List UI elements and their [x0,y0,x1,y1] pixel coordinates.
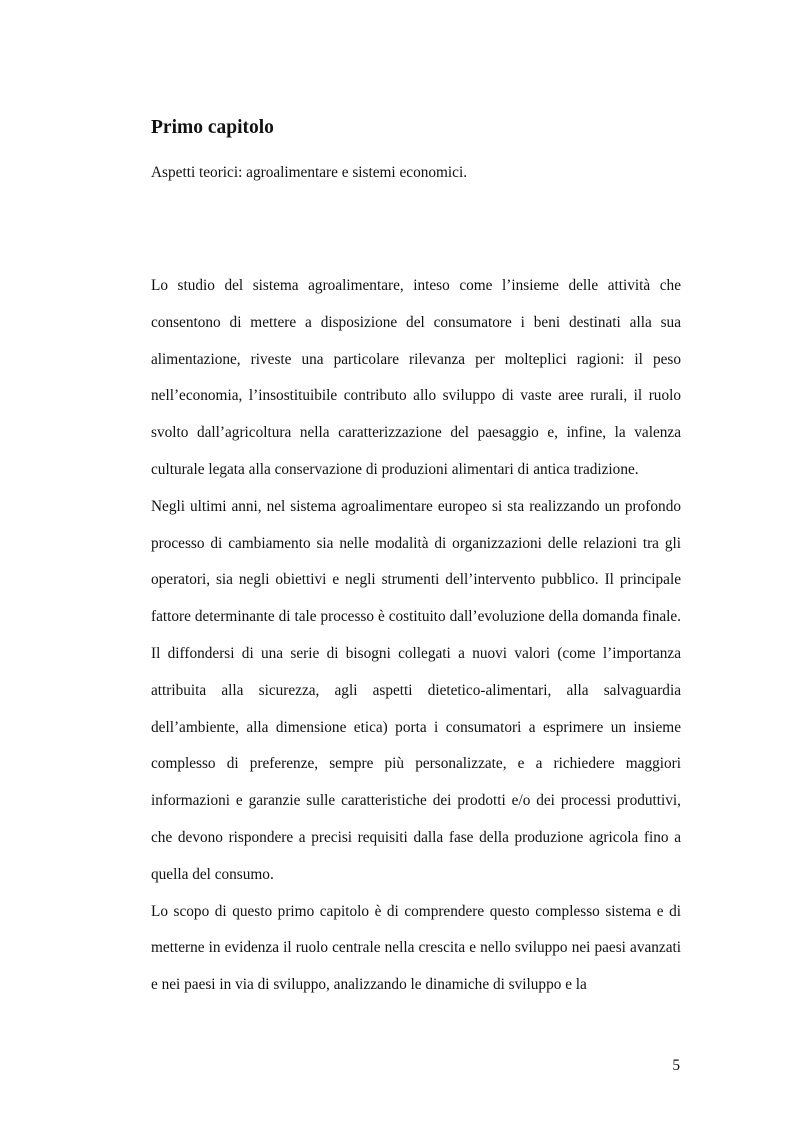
paragraph-1: Lo studio del sistema agroalimentare, inteso come l’insieme delle attività che consentono di mettere a disposizione del consumatore i beni destinati alla sua alimentazione, riveste una particolare rilevanza per molteplici ragioni: il peso nell’economia, l’insostituibile contributo allo sviluppo di vaste aree rurali, il ruolo svolto dall’agricoltura nella caratterizzazione del paesaggio e, infine, la valenza culturale legata alla conservazione di produzioni alimentari di antica tradizione. [151,277,681,478]
paragraph-3: Lo scopo di questo primo capitolo è di comprendere questo complesso sistema e di metterne in evidenza il ruolo centrale nella crescita e nello sviluppo nei paesi avanzati e nei paesi in via di sviluppo, analizzando le dinamiche di sviluppo e la [151,902,681,994]
body-text [151,268,681,1004]
page-number: 5 [672,1057,680,1074]
paragraph-2: Negli ultimi anni, nel sistema agroalimentare europeo si sta realizzando un profondo processo di cambiamento sia nelle modalità di organizzazioni delle relazioni tra gli operatori, sia negli obiettivi e negli strumenti dell’intervento pubblico. Il principale fattore determinante di tale processo è costituito dall’evoluzione della domanda finale. Il diffondersi di una serie di bisogni collegati a nuovi valori (come l’importanza attribuita alla sicurezza, agli aspetti dietetico-alimentari, alla salvaguardia dell’ambiente, alla dimensione etica) porta i consumatori a esprimere un insieme complesso di preferenze, sempre più personalizzate, e a richiedere maggiori informazioni e garanzie sulle caratteristiche dei prodotti e/o dei processi produttivi, che devono rispondere a precisi requisiti dalla fase della produzione agricola fino a quella del consumo. [151,497,681,883]
chapter-title: Primo capitolo [151,117,274,138]
chapter-subtitle: Aspetti teorici: agroalimentare e sistemi economici. [151,164,468,181]
